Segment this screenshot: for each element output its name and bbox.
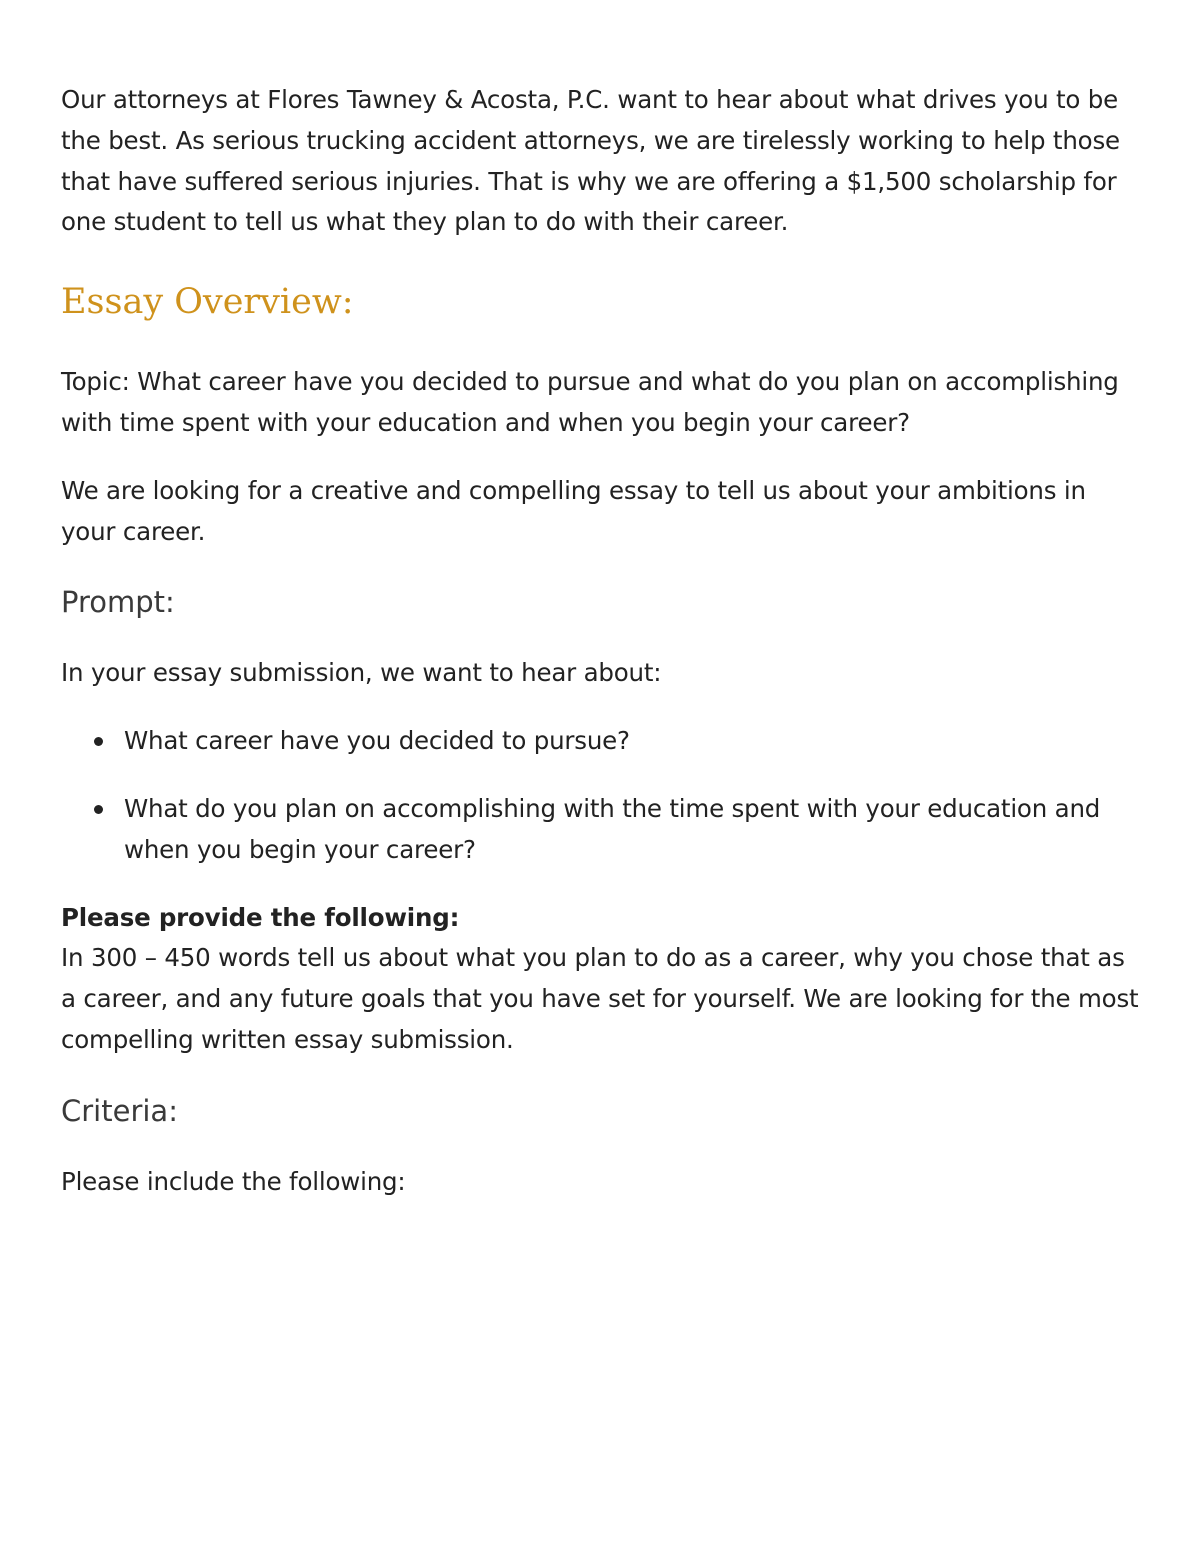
- list-item: [61, 721, 1141, 762]
- intro-paragraph: Our attorneys at Flores Tawney & Acosta, P.C. want to hear about what drives you to be the best. As serious trucking accident attorneys, we are tirelessly working to help those that have suffered serious injuries. That is why we are offering a $1,500 scholarship for one student to tell us what they plan to do with their career.: [61, 85, 1120, 237]
- prompt-intro: In your essay submission, we want to hear about:: [61, 658, 662, 688]
- bullet-text: What do you plan on accomplishing with the time spent with your education and when you begin your career?: [124, 793, 1101, 864]
- list-item: [61, 789, 1141, 871]
- prompt-heading: Prompt:: [61, 585, 175, 620]
- bullet-icon: [94, 737, 103, 746]
- provide-label: Please provide the following:: [61, 902, 460, 932]
- topic-paragraph: Topic: What career have you decided to pursue and what do you plan on accomplishing with time spent with your education and when you begin your career?: [61, 367, 1119, 437]
- looking-for-paragraph: We are looking for a creative and compelling essay to tell us about your ambitions in your career.: [61, 475, 1086, 546]
- bullet-text: What career have you decided to pursue?: [124, 726, 630, 756]
- criteria-intro: Please include the following:: [61, 1166, 406, 1196]
- criteria-heading: Criteria:: [61, 1093, 178, 1128]
- provide-section: [61, 898, 1141, 1061]
- document-page: [61, 80, 1141, 1203]
- prompt-bullet-list: [61, 721, 1141, 870]
- provide-text: In 300 – 450 words tell us about what you plan to do as a career, why you chose that as a career, and any future goals that you have set for yourself. We are looking for the most compelling written essay submission.: [61, 943, 1139, 1054]
- essay-overview-heading: Essay Overview:: [61, 282, 354, 323]
- bullet-icon: [94, 805, 103, 814]
